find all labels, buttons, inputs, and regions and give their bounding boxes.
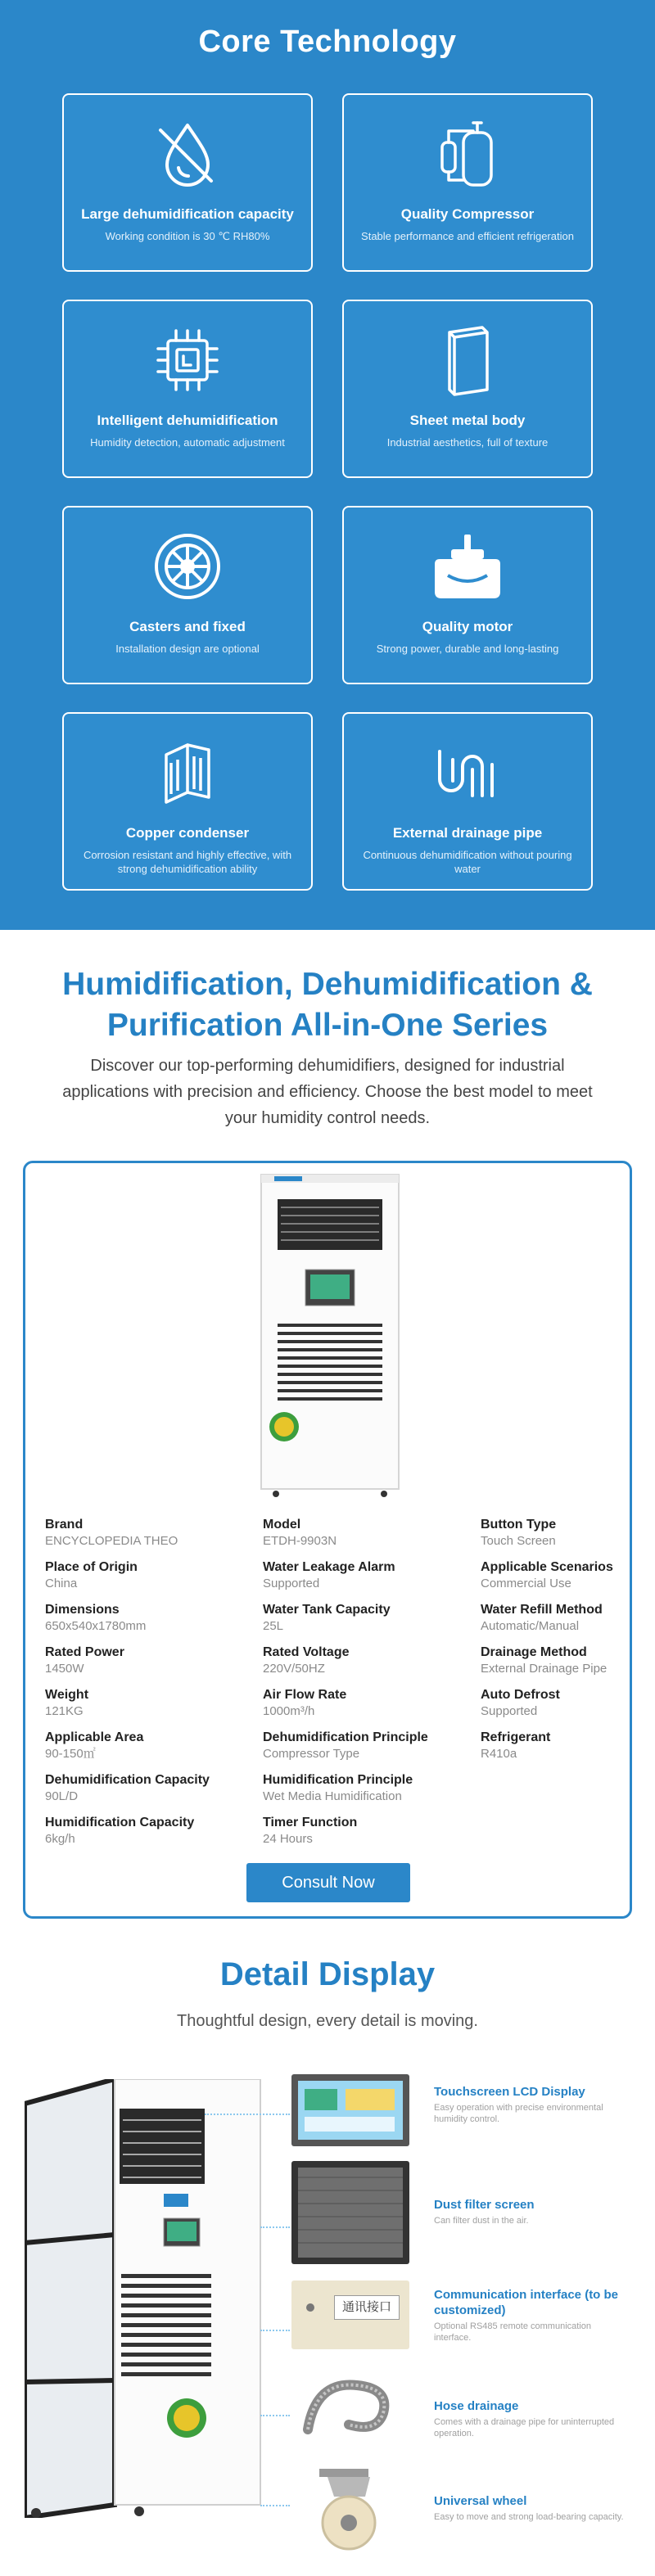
feature-card-title: Copper condenser (125, 825, 250, 841)
feature-card-title: Intelligent dehumidification (97, 413, 278, 428)
feature-touchscreen: Touchscreen LCD Display Easy operation with precise environmental humidity control. (434, 2085, 603, 2124)
universal-wheel-thumbnail (291, 2464, 409, 2556)
connector-line (260, 2415, 290, 2416)
spec-rated-power: Rated Power 1450W (45, 1645, 124, 1676)
core-technology-section (0, 0, 655, 930)
spec-button-type: Button Type Touch Screen (481, 1518, 557, 1548)
series-title (0, 964, 655, 1046)
series-title-line1: Humidification, Dehumidification & (62, 967, 593, 1002)
port-label: 通讯接口 (334, 2295, 400, 2320)
feature-card-desc: Working condition is 30 ℃ RH80% (105, 230, 270, 242)
spec-auto-defrost: Auto Defrost Supported (481, 1688, 560, 1718)
spec-timer-function: Timer Function 24 Hours (263, 1816, 358, 1846)
series-intro: Discover our top-performing dehumidifiers, designed for industrial applications with precision and efficiency. Choose the best model to meet your humidity control needs. (62, 1057, 593, 1127)
spec-dehumidification-capacity: Dehumidification Capacity 90L/D (45, 1773, 210, 1803)
feature-card-title: Casters and fixed (129, 619, 246, 634)
detail-display-title: Detail Display (219, 1956, 436, 1992)
connector-line (205, 2114, 290, 2115)
dehumidifier-product-image (260, 1173, 400, 1497)
touchscreen-thumbnail (291, 2074, 409, 2146)
product-card (23, 1161, 632, 1919)
condenser-icon (64, 732, 311, 814)
feature-card-dehumidification-capacity (62, 93, 313, 272)
sheet-metal-icon (344, 319, 591, 401)
spec-model: Model ETDH-9903N (263, 1518, 337, 1548)
series-title-line2: Purification All-in-One Series (106, 1008, 549, 1043)
feature-card-title: Quality motor (422, 619, 513, 634)
feature-dust-filter: Dust filter screen Can filter dust in the air. (434, 2198, 535, 2226)
feature-card-title: Quality Compressor (400, 206, 535, 222)
screw-icon (306, 2303, 314, 2312)
connector-line (260, 2330, 290, 2331)
feature-card-desc: Stable performance and efficient refrigeration (361, 230, 574, 242)
feature-universal-wheel: Universal wheel Easy to move and strong load-bearing capacity. (434, 2494, 624, 2522)
feature-card-casters (62, 506, 313, 684)
dehumidifier-detail-image (25, 2079, 262, 2518)
spec-rated-voltage: Rated Voltage 220V/50HZ (263, 1645, 350, 1676)
connector-line (260, 2226, 290, 2228)
feature-hose-drainage: Hose drainage Comes with a drainage pipe for uninterrupted operation. (434, 2399, 615, 2438)
feature-card-drainage (342, 712, 593, 891)
spec-water-refill-method: Water Refill Method Automatic/Manual (481, 1603, 603, 1633)
dust-filter-thumbnail (291, 2161, 409, 2264)
feature-card-desc: Humidity detection, automatic adjustment (90, 436, 285, 449)
spec-air-flow-rate: Air Flow Rate 1000m³/h (263, 1688, 347, 1718)
feature-card-title: External drainage pipe (392, 825, 543, 841)
spec-applicable-area: Applicable Area 90-150㎡ (45, 1730, 144, 1761)
feature-card-title: Large dehumidification capacity (81, 206, 294, 222)
communication-interface-thumbnail (291, 2281, 409, 2349)
spec-applicable-scenarios: Applicable Scenarios Commercial Use (481, 1560, 613, 1590)
spec-refrigerant: Refrigerant R410a (481, 1730, 551, 1761)
hose-drainage-thumbnail (291, 2364, 409, 2446)
feature-card-intelligent (62, 300, 313, 478)
caster-wheel-icon (64, 526, 311, 607)
consult-now-button[interactable]: Consult Now (246, 1863, 410, 1902)
feature-card-sheet-metal (342, 300, 593, 478)
drainage-pipe-icon (344, 732, 591, 814)
spec-water-tank-capacity: Water Tank Capacity 25L (263, 1603, 391, 1633)
spec-humidification-principle: Humidification Principle Wet Media Humidification (263, 1773, 413, 1803)
spec-humidification-capacity: Humidification Capacity 6kg/h (45, 1816, 195, 1846)
connector-line (260, 2505, 290, 2506)
spec-weight: Weight 121KG (45, 1688, 89, 1718)
core-technology-title: Core Technology (198, 25, 457, 59)
spec-dehumidification-principle: Dehumidification Principle Compressor Type (263, 1730, 428, 1761)
feature-card-desc: Corrosion resistant and highly effective, with strong dehumidification ability (83, 849, 292, 875)
spec-brand: Brand ENCYCLOPEDIA THEO (45, 1518, 178, 1548)
feature-card-condenser (62, 712, 313, 891)
spec-place-of-origin: Place of Origin China (45, 1560, 138, 1590)
feature-card-desc: Installation design are optional (115, 643, 260, 655)
feature-card-desc: Continuous dehumidification without pouring water (363, 849, 572, 875)
compressor-icon (344, 113, 591, 195)
detail-display-subtitle: Thoughtful design, every detail is moving. (177, 2012, 478, 2030)
motor-icon (344, 526, 591, 607)
feature-card-compressor (342, 93, 593, 272)
chip-icon (64, 319, 311, 401)
spec-drainage-method: Drainage Method External Drainage Pipe (481, 1645, 608, 1676)
feature-card-title: Sheet metal body (409, 413, 526, 428)
feature-card-desc: Industrial aesthetics, full of texture (386, 436, 549, 449)
feature-card-desc: Strong power, durable and long-lasting (376, 643, 559, 655)
feature-communication-interface: Communication interface (to be customized) Optional RS485 remote communication interface. (434, 2288, 619, 2343)
water-drop-icon (64, 113, 311, 195)
spec-water-leakage-alarm: Water Leakage Alarm Supported (263, 1560, 395, 1590)
feature-card-motor (342, 506, 593, 684)
spec-dimensions: Dimensions 650x540x1780mm (45, 1603, 147, 1633)
